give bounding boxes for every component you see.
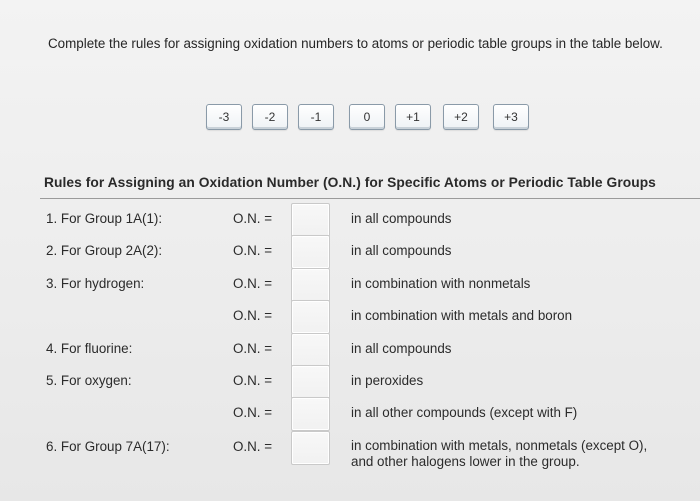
row-condition: in all compounds (351, 211, 452, 226)
answer-chip-minus-1[interactable]: -1 (298, 104, 334, 130)
row-group-label: 6. For Group 7A(17): (46, 439, 170, 454)
row-condition-multiline (351, 438, 647, 470)
row-condition-line-1: in combination with metals, nonmetals (except O), (351, 438, 648, 453)
row-group-label: 2. For Group 2A(2): (46, 243, 163, 258)
answer-chip-0[interactable]: 0 (349, 104, 385, 130)
row-condition: in combination with metals and boron (351, 308, 573, 323)
answer-drop-target-oxygen-other[interactable] (291, 397, 330, 431)
row-condition: in combination with nonmetals (351, 276, 531, 291)
row-group-label: 5. For oxygen: (46, 373, 132, 388)
answer-drop-target-oxygen-peroxides[interactable] (291, 365, 330, 399)
on-label: O.N. = (233, 243, 273, 258)
on-label: O.N. = (233, 276, 273, 291)
answer-chip-bank (0, 104, 700, 130)
answer-drop-target-hydrogen-nonmetals[interactable] (291, 268, 330, 302)
answer-chip-minus-3[interactable]: -3 (206, 104, 242, 130)
answer-drop-target-group-2a[interactable] (291, 235, 330, 269)
row-condition: in all compounds (351, 243, 452, 258)
answer-chip-plus-2[interactable]: +2 (443, 104, 479, 130)
on-label: O.N. = (233, 439, 273, 454)
row-condition: in all compounds (351, 341, 452, 356)
row-group-label: 4. For fluorine: (46, 341, 133, 356)
answer-chip-plus-1[interactable]: +1 (395, 104, 431, 130)
row-condition: in peroxides (351, 373, 424, 388)
answer-chip-plus-3[interactable]: +3 (493, 104, 529, 130)
on-label: O.N. = (233, 373, 273, 388)
answer-drop-target-fluorine[interactable] (291, 333, 330, 367)
answer-chip-minus-2[interactable]: -2 (252, 104, 288, 130)
row-condition-line-2: and other halogens lower in the group. (351, 454, 580, 469)
on-label: O.N. = (233, 211, 273, 226)
table-title-divider (40, 198, 700, 199)
answer-drop-target-group-7a[interactable] (291, 431, 330, 465)
on-label: O.N. = (233, 405, 273, 420)
on-label: O.N. = (233, 341, 273, 356)
row-group-label: 1. For Group 1A(1): (46, 211, 163, 226)
table-title: Rules for Assigning an Oxidation Number (O.N.) for Specific Atoms or Periodic Table Groups (44, 175, 656, 190)
row-group-label: 3. For hydrogen: (46, 276, 145, 291)
instructions-text: Complete the rules for assigning oxidation numbers to atoms or periodic table groups in the table below. (48, 36, 663, 51)
row-condition: in all other compounds (except with F) (351, 405, 578, 420)
answer-drop-target-group-1a[interactable] (291, 203, 330, 237)
answer-drop-target-hydrogen-metals-boron[interactable] (291, 300, 330, 334)
on-label: O.N. = (233, 308, 273, 323)
